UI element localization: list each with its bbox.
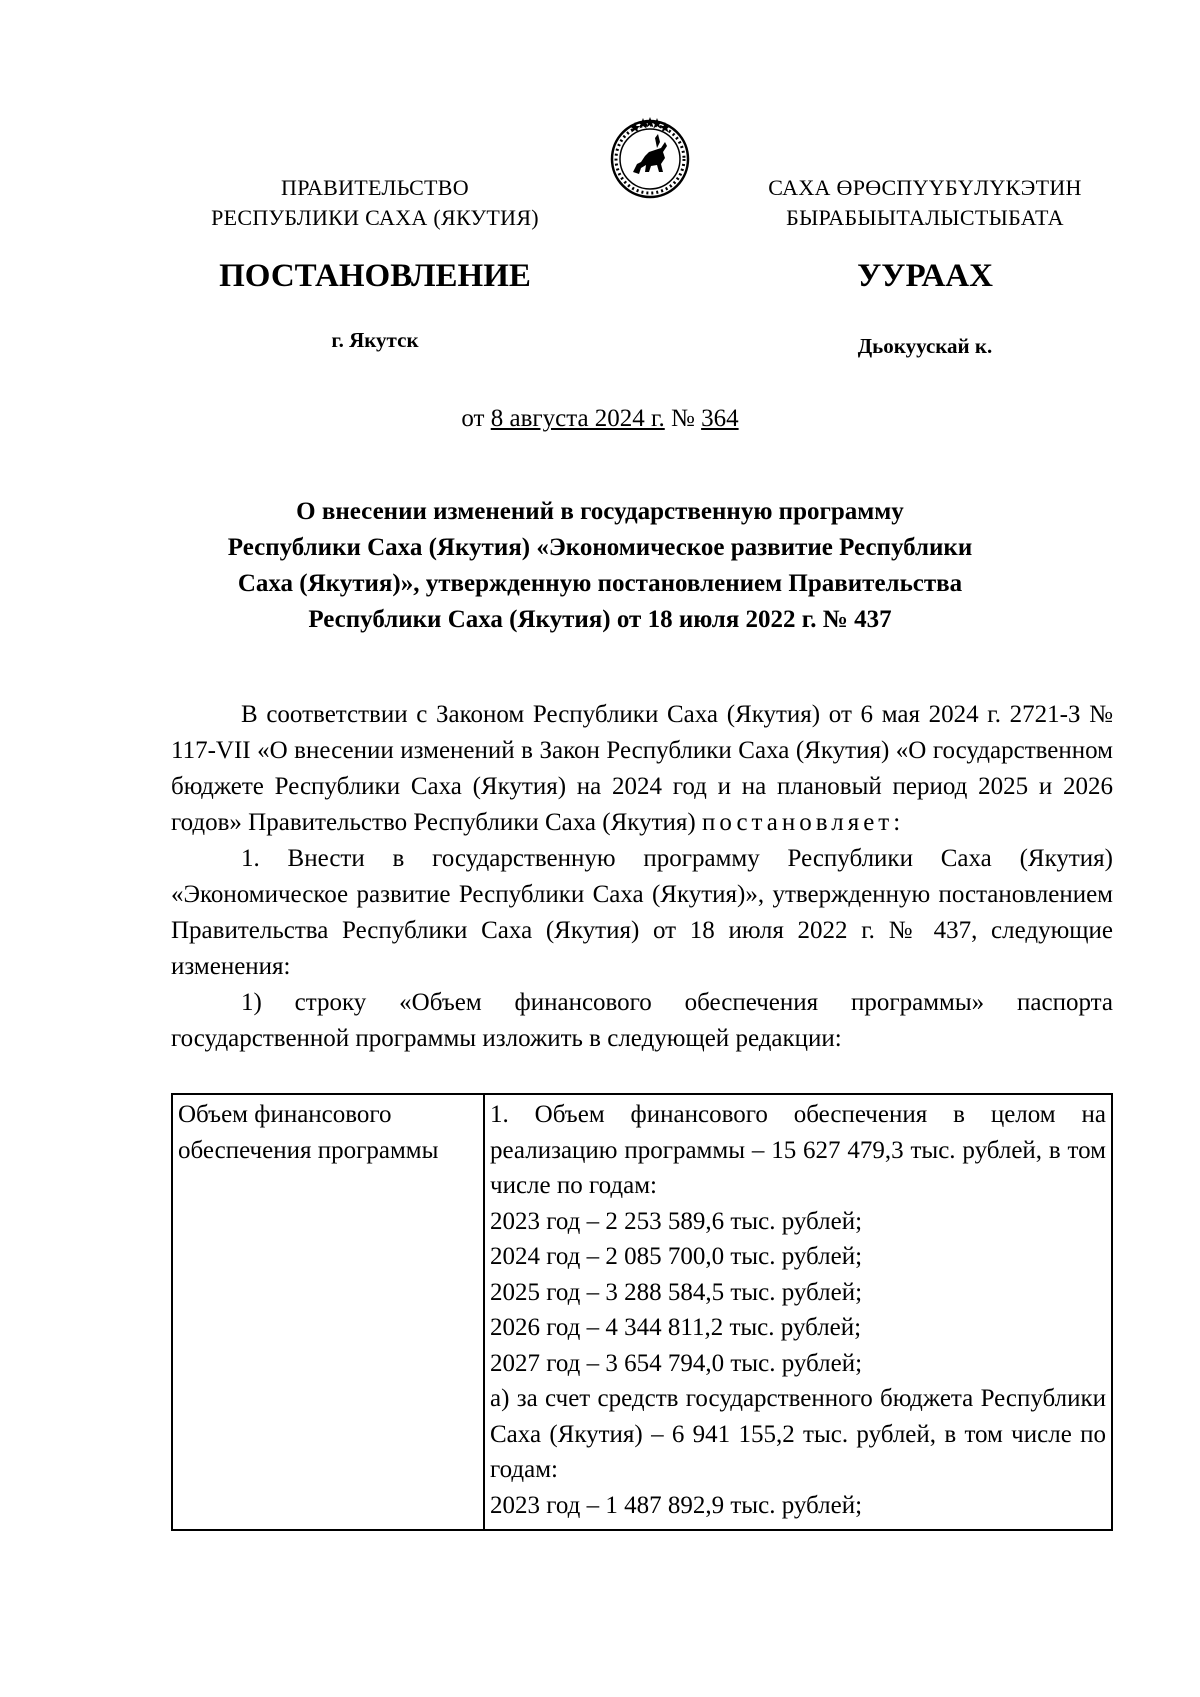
- issuer-sah-line2: БЫРАБЫЫТАЛЫСТЫБАТА: [786, 205, 1064, 230]
- document-number: 364: [701, 405, 739, 432]
- year-amount: 2023 год – 2 253 589,6 тыс. рублей;: [490, 1207, 863, 1235]
- doc-type-ru: ПОСТАНОВЛЕНИЕ: [219, 258, 531, 294]
- preamble-paragraph: [171, 697, 1113, 841]
- year-amount: 2025 год – 3 288 584,5 тыс. рублей;: [490, 1278, 863, 1306]
- item-1-paragraph: 1. Внести в государственную программу Республики Саха (Якутия) «Экономическое развитие Республики Саха (Якутия)», утвержденную постановлением Правительства Республики Саха (Якутия) от 18 июля 2022 г. № 437, следующие изменения:: [171, 845, 1113, 980]
- date-prefix: от: [461, 405, 485, 432]
- city-ru: г. Якутск: [331, 328, 419, 352]
- title-line: Саха (Якутия)», утвержденную постановлением Правительства: [237, 570, 963, 597]
- preamble-text: В соответствии с Законом Республики Саха (Якутия) от 6 мая 2024 г. 2721-З № 117-VII «О внесении изменений в Закон Республики Саха (Якутия) «О государственном бюджете Республики Саха (Якутия) на 2024 год и на плановый период 2025 и 2026 годов» Правительство Республики Саха (Якутия): [171, 701, 1113, 836]
- subitem-a-year-amount: 2023 год – 1 487 892,9 тыс. рублей;: [490, 1491, 863, 1519]
- item-1-1-paragraph: 1) строку «Объем финансового обеспечения программы» паспорта государственной программы изложить в следующей редакции:: [171, 989, 1113, 1052]
- year-amount: 2024 год – 2 085 700,0 тыс. рублей;: [490, 1243, 863, 1270]
- emblem: [605, 112, 695, 202]
- document-title: [130, 494, 1070, 638]
- row-value-cell: [484, 1094, 1112, 1530]
- issuer-ru-line1: ПРАВИТЕЛЬСТВО: [281, 175, 469, 200]
- issuer-sah: [720, 173, 1130, 233]
- title-line: Республики Саха (Якутия) от 18 июля 2022 г. № 437: [308, 606, 892, 633]
- document-date: 8 августа 2024 г.: [490, 405, 665, 432]
- coat-of-arms-icon: [605, 112, 695, 202]
- issuer-sah-line1: САХА ӨРӨСПҮҮБҮЛҮКЭТИН: [768, 175, 1082, 200]
- year-amount: 2027 год – 3 654 794,0 тыс. рублей;: [490, 1349, 863, 1377]
- subitem-a: а) за счет средств государственного бюджета Республики Саха (Якутия) – 6 941 155,2 тыс. рублей, в том числе по годам:: [490, 1385, 1106, 1483]
- title-line: Республики Саха (Якутия) «Экономическое развитие Республики: [227, 534, 973, 561]
- issuer-ru-line2: РЕСПУБЛИКИ САХА (ЯКУТИЯ): [211, 205, 539, 230]
- financing-table: [171, 1093, 1113, 1531]
- document-body: [171, 697, 1113, 1057]
- financing-intro: 1. Объем финансового обеспечения в целом на реализацию программы – 15 627 479,3 тыс. рублей, в том числе по годам:: [490, 1101, 1106, 1199]
- date-line: [0, 405, 1200, 433]
- title-line: О внесении изменений в государственную программу: [296, 498, 904, 525]
- city-sah: Дьокуускай к.: [857, 334, 993, 358]
- resolves-word: постановляет:: [701, 809, 905, 836]
- issuer-ru: [175, 173, 575, 233]
- number-sign: №: [671, 405, 695, 432]
- row-label-cell: Объем финансового обеспечения программы: [172, 1094, 484, 1530]
- year-amount: 2026 год – 4 344 811,2 тыс. рублей;: [490, 1314, 862, 1341]
- doc-type-sah: УУРААХ: [857, 258, 993, 294]
- table-row: [172, 1094, 1112, 1530]
